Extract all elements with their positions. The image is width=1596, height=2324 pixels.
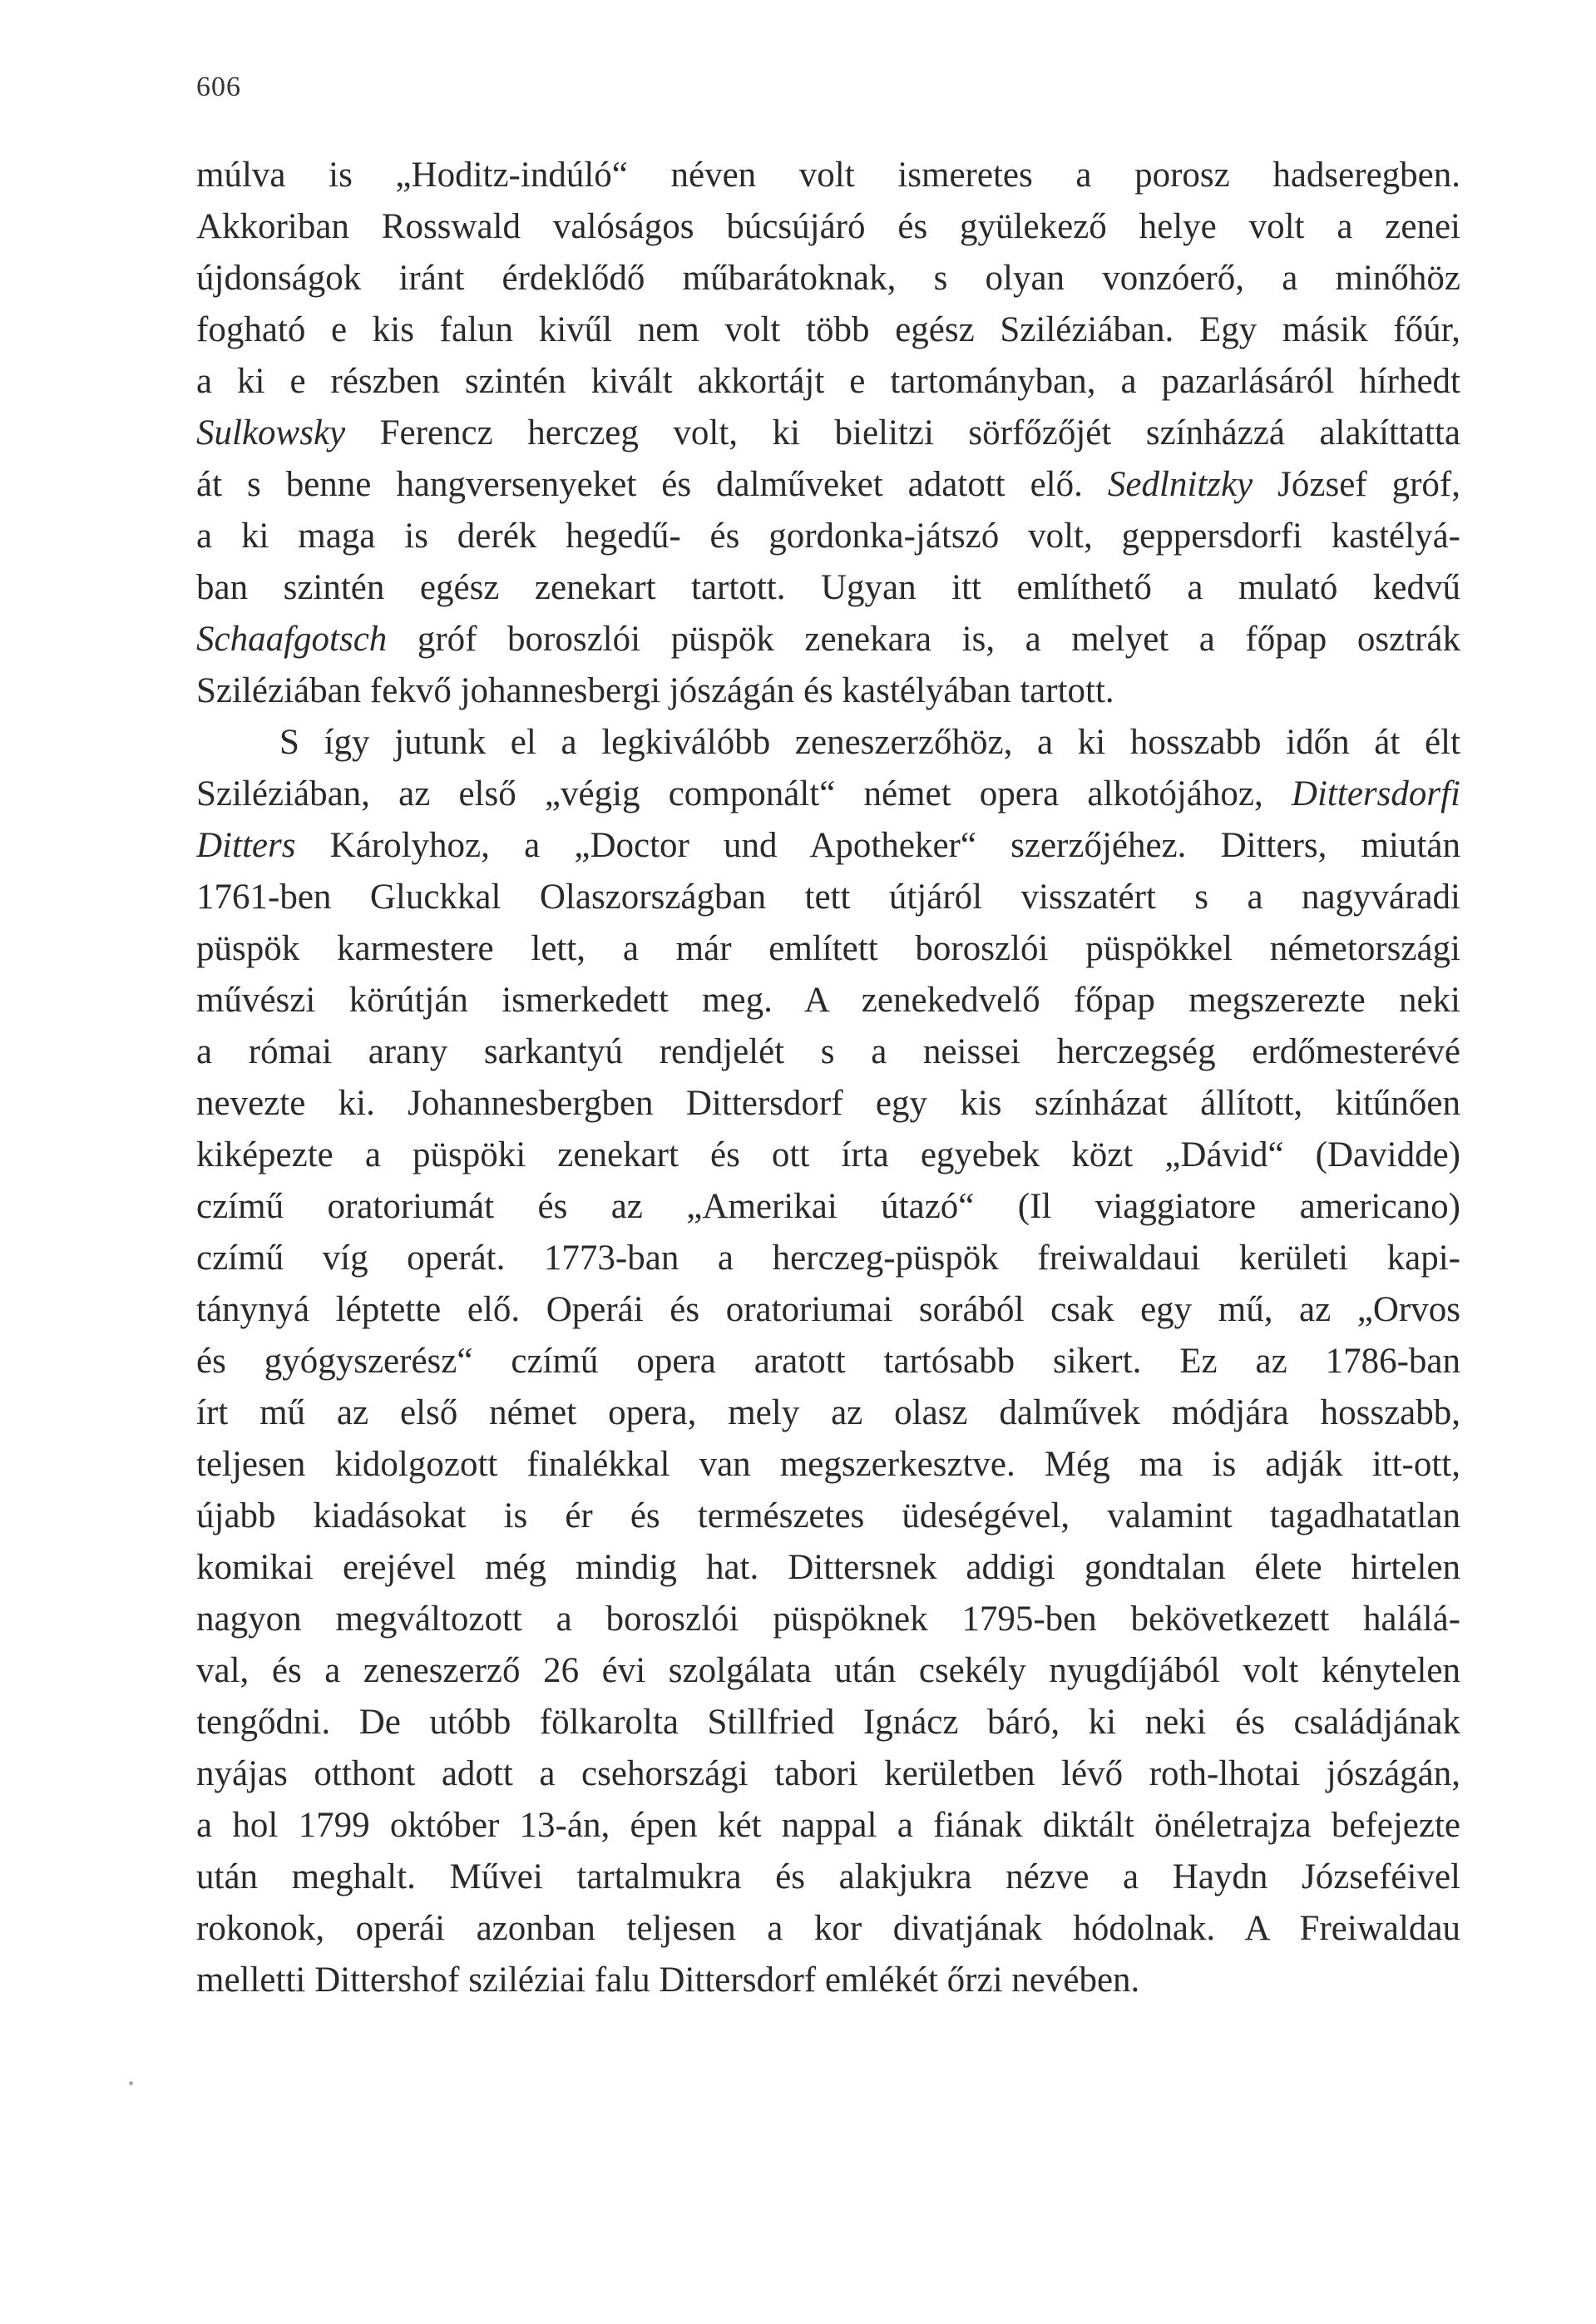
italic-name: Sulkowsky	[196, 413, 346, 452]
italic-name: Dittersdorfi	[1291, 774, 1460, 813]
text-line	[196, 356, 1460, 408]
text-line	[196, 1026, 1460, 1078]
italic-name: Ditters	[196, 826, 296, 865]
text-segment: Sziléziában fekvő johannesbergi jószágán és kastélyában tartott.	[196, 671, 1114, 710]
text-segment: a ki e részben szintén kivált akkortájt e tartományban, a pazarlásáról hírhedt	[196, 362, 1460, 401]
text-line	[196, 717, 1460, 769]
text-segment: Károlyhoz, a „Doctor und Apotheker“ szerzőjéhez. Ditters, miután	[295, 826, 1460, 865]
text-line	[196, 1284, 1460, 1336]
text-segment: gróf boroszlói püspök zenekara is, a melyet a főpap osztrák	[387, 620, 1460, 659]
text-segment: fogható e kis falun kivűl nem volt több egész Sziléziában. Egy másik főúr,	[196, 310, 1460, 349]
text-segment: után meghalt. Művei tartalmukra és alakjukra nézve a Haydn Józseféivel	[196, 1857, 1460, 1896]
text-segment: a hol 1799 október 13-án, épen két nappal a fiának diktált önéletrajza befejezte	[196, 1806, 1460, 1845]
text-segment: ban szintén egész zenekart tartott. Ugyan itt említhető a mulató kedvű	[196, 568, 1460, 607]
text-line	[196, 562, 1460, 614]
text-segment: nyájas otthont adott a csehországi tabori kerületben lévő roth-lhotai jószágán,	[196, 1754, 1460, 1793]
text-line	[196, 1903, 1460, 1955]
text-line	[196, 1233, 1460, 1284]
text-segment: nagyon megváltozott a boroszlói püspöknek 1795-ben bekövetkezett halálá-	[196, 1600, 1460, 1639]
text-line	[196, 201, 1460, 253]
text-line	[196, 872, 1460, 923]
text-line	[196, 459, 1460, 511]
text-segment: írt mű az első német opera, mely az olasz dalművek módjára hosszabb,	[196, 1393, 1460, 1432]
text-line	[196, 1594, 1460, 1645]
text-segment: teljesen kidolgozott finalékkal van megszerkesztve. Még ma is adják itt-ott,	[196, 1445, 1460, 1484]
text-segment: nevezte ki. Johannesbergben Dittersdorf egy kis színházat állított, kitűnően	[196, 1084, 1460, 1123]
text-segment: tánynyá léptette elő. Operái és oratoriumai sorából csak egy mű, az „Orvos	[196, 1290, 1460, 1329]
text-segment: Ferencz herczeg volt, ki bielitzi sörfőzőjét színházzá alakíttatta	[345, 413, 1460, 452]
text-line	[196, 665, 1460, 717]
text-line	[196, 1078, 1460, 1130]
text-segment: melletti Dittershof sziléziai falu Dittersdorf emlékét őrzi nevében.	[196, 1961, 1140, 2000]
text-segment: 1761-ben Gluckkal Olaszországban tett útjáról visszatért s a nagyváradi	[196, 878, 1460, 917]
text-segment: rokonok, operái azonban teljesen a kor divatjának hódolnak. A Freiwaldau	[196, 1909, 1460, 1948]
text-segment: József gróf,	[1253, 465, 1460, 504]
text-segment: S így jutunk el a legkiválóbb zeneszerzőhöz, a ki hosszabb időn át élt	[279, 723, 1460, 762]
text-line	[196, 1955, 1460, 2006]
text-segment: kiképezte a püspöki zenekart és ott írta egyebek közt „Dávid“ (Davidde)	[196, 1135, 1460, 1174]
text-segment: múlva is „Hoditz-indúló“ néven volt ismeretes a porosz hadseregben.	[196, 156, 1460, 195]
text-segment: tengődni. De utóbb fölkarolta Stillfried Ignácz báró, ki neki és családjának	[196, 1703, 1460, 1742]
text-line	[196, 1800, 1460, 1852]
text-segment: és gyógyszerész“ czímű opera aratott tartósabb sikert. Ez az 1786-ban	[196, 1342, 1460, 1381]
text-line	[196, 1181, 1460, 1233]
text-line	[196, 1542, 1460, 1594]
text-line	[196, 408, 1460, 459]
text-line	[196, 1439, 1460, 1491]
italic-name: Schaafgotsch	[196, 620, 388, 659]
text-line	[196, 150, 1460, 201]
text-line	[196, 253, 1460, 304]
text-segment: Sziléziában, az első „végig componált“ német opera alkotójához,	[196, 774, 1292, 813]
text-line	[196, 1748, 1460, 1800]
body-text	[196, 150, 1460, 2006]
text-line	[196, 1491, 1460, 1542]
text-line	[196, 820, 1460, 872]
text-segment: val, és a zeneszerző 26 évi szolgálata után csekély nyugdíjából volt kénytelen	[196, 1651, 1460, 1690]
italic-name: Sedlnitzky	[1107, 465, 1253, 504]
text-segment: át s benne hangversenyeket és dalműveket adatott elő.	[196, 465, 1108, 504]
text-segment: újdonságok iránt érdeklődő műbarátoknak, s olyan vonzóerő, a minőhöz	[196, 259, 1460, 298]
text-segment: a ki maga is derék hegedű- és gordonka-játszó volt, geppersdorfi kastélyá-	[196, 517, 1460, 556]
text-segment: czímű víg operát. 1773-ban a herczeg-püspök freiwaldaui kerületi kapi-	[196, 1239, 1460, 1278]
text-line	[196, 304, 1460, 356]
text-line	[196, 1130, 1460, 1181]
text-segment: czímű oratoriumát és az „Amerikai útazó“ (Il viaggiatore americano)	[196, 1187, 1460, 1226]
text-line	[196, 923, 1460, 975]
text-segment: Akkoriban Rosswald valóságos búcsújáró és gyülekező helye volt a zenei	[196, 207, 1460, 246]
text-line	[196, 1336, 1460, 1387]
text-line	[196, 1852, 1460, 1903]
text-line	[196, 511, 1460, 562]
text-segment: püspök karmestere lett, a már említett boroszlói püspökkel németországi	[196, 929, 1460, 968]
text-line	[196, 769, 1460, 820]
paper-speck	[129, 2081, 133, 2085]
text-segment: művészi körútján ismerkedett meg. A zenekedvelő főpap megszerezte neki	[196, 981, 1460, 1020]
text-line	[196, 1697, 1460, 1748]
text-segment: komikai erejével még mindig hat. Dittersnek addigi gondtalan élete hirtelen	[196, 1548, 1460, 1587]
text-line	[196, 975, 1460, 1026]
text-line	[196, 1645, 1460, 1697]
text-line	[196, 614, 1460, 665]
page-number: 606	[196, 72, 241, 102]
text-segment: újabb kiadásokat is ér és természetes üdeségével, valamint tagadhatatlan	[196, 1496, 1460, 1535]
text-segment: a római arany sarkantyú rendjelét s a neissei herczegség erdőmesterévé	[196, 1032, 1460, 1071]
text-line	[196, 1387, 1460, 1439]
